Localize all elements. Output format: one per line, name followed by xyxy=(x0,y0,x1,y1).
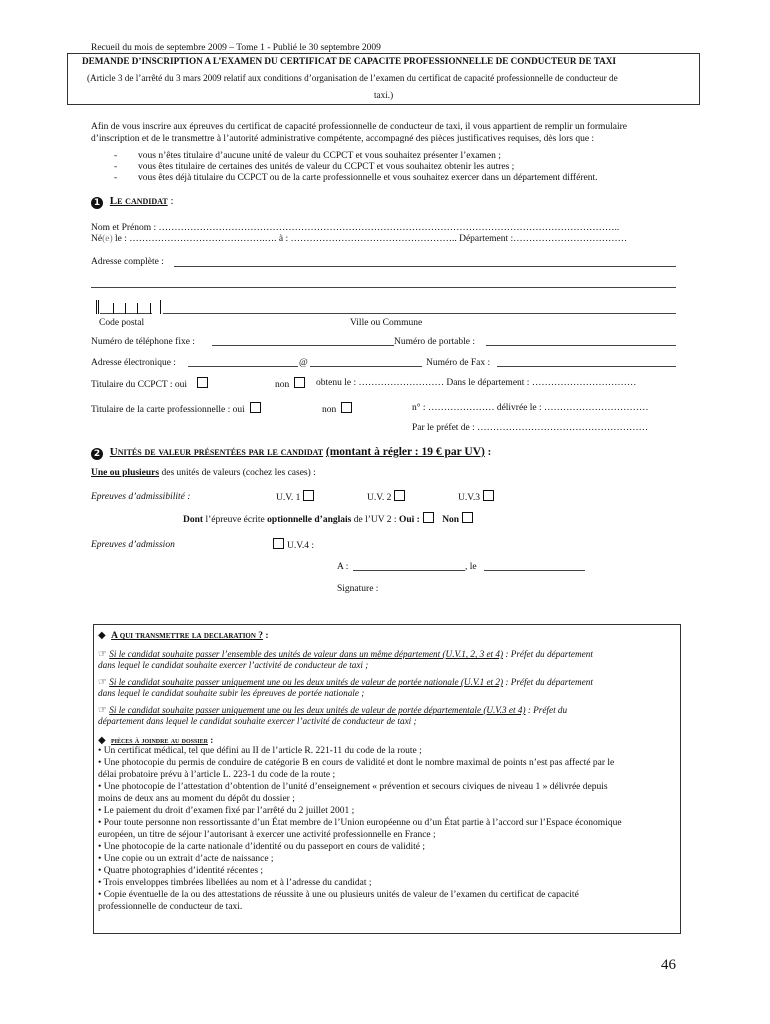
pieces-list xyxy=(98,745,673,913)
diamond-icon: ◆ xyxy=(98,735,106,746)
tel-fixe-label: Numéro de téléphone fixe : xyxy=(91,337,195,347)
hand-pointer-icon: ☞ xyxy=(98,677,107,688)
bullet-dash: - xyxy=(114,162,118,172)
bullet-dash: - xyxy=(114,151,118,161)
transmit-heading: ◆ A qui transmettre la declaration ? : xyxy=(98,630,269,641)
list-item: • Quatre photographies d’identité récentes ; xyxy=(98,866,264,876)
pieces-heading: ◆ pièces à joindre au dossier : xyxy=(98,735,214,746)
uv-instructions: Une ou plusieurs des unités de valeurs (cochez les cases) : xyxy=(91,468,316,478)
section1-heading: 1 Le candidat : xyxy=(91,195,174,209)
list-item: • Une photocopie de l’attestation d’obtention de l’unité d’enseignement « prévention et secours civiques de niveau 1 » délivrée depuis xyxy=(98,782,608,792)
form-subtitle-line1: (Article 3 de l’arrêté du 3 mars 2009 relatif aux conditions d’organisation de l’examen du certificat de capacité professionnelle de conducteur de xyxy=(87,73,618,83)
ccpct-row: Titulaire du CCPCT : oui xyxy=(91,377,208,391)
section-number-icon: 1 xyxy=(91,197,103,209)
ccpct-oui-checkbox[interactable] xyxy=(197,377,208,388)
lieu-field[interactable] xyxy=(353,570,465,571)
transmit-item-1: ☞ Si le candidat souhaite passer l’ensemble des unités de valeur dans un même département (U.V.1, 2, 3 et 4) : Préfet du département xyxy=(98,649,593,660)
carte-row: Titulaire de la carte professionnelle : oui xyxy=(91,402,261,416)
intro-line2: d’inscription et de le transmettre à l’autorité administrative compétente, accompagné des pièces justificatives requises, dès lors que : xyxy=(91,134,595,144)
anglais-oui-checkbox[interactable] xyxy=(423,512,434,523)
ville-label: Ville ou Commune xyxy=(350,318,423,328)
list-item: • Pour toute personne non ressortissante d’un État membre de l’Union européenne ou d’un État partie à l’accord sur l’Espace économique xyxy=(98,818,622,828)
transmit-item-2: ☞ Si le candidat souhaite passer uniquement une ou les deux unités de valeur de portée nationale (U.V.1 et 2) : Préfet du département xyxy=(98,677,593,688)
list-item: • Un certificat médical, tel que défini au II de l’article R. 221-11 du code de la route ; xyxy=(98,746,422,756)
admissibilite-label: Epreuves d’admissibilité : xyxy=(91,492,191,502)
portable-label: Numéro de portable : xyxy=(394,337,475,347)
intro-bullet-2: vous êtes titulaire de certaines des unités de valeur du CCPCT et vous souhaitez obtenir les autres ; xyxy=(138,162,515,172)
nom-prenom-field[interactable]: Nom et Prénom : ……………………………………………………………………………………………………………………………….. xyxy=(91,223,620,233)
adresse-field-2[interactable] xyxy=(91,287,676,288)
intro-bullet-3: vous êtes déjà titulaire du CCPCT ou de la carte professionnelle et vous souhaitez exercer dans un département différent. xyxy=(138,173,598,183)
ccpct-non-checkbox[interactable] xyxy=(294,377,305,388)
recueil-line: Recueil du mois de septembre 2009 – Tome 1 - Publié le 30 septembre 2009 xyxy=(91,43,381,53)
uv4-checkbox[interactable] xyxy=(273,538,284,549)
naissance-field[interactable]: Né(e) le : …………………………………….…. à : …………………………………………….. Département :……………………………… xyxy=(91,234,628,244)
transmit-item-3: ☞ Si le candidat souhaite passer uniquement une ou les deux unités de valeur de portée départementale (U.V.3 et 4) : Préfet du xyxy=(98,705,568,716)
prefet-field[interactable]: Par le préfet de : ……………………………………………… xyxy=(412,423,649,433)
section-number-icon: 2 xyxy=(91,448,103,460)
carte-non-checkbox[interactable] xyxy=(341,402,352,413)
adresse-label: Adresse complète : xyxy=(91,257,164,267)
email-user-field[interactable] xyxy=(188,366,298,367)
hand-pointer-icon: ☞ xyxy=(98,705,107,716)
list-item: • Trois enveloppes timbrées libellées au nom et à l’adresse du candidat ; xyxy=(98,878,372,888)
anglais-non-checkbox[interactable] xyxy=(462,512,473,523)
montant: (montant à régler : 19 € par UV) xyxy=(325,446,485,458)
uv2-checkbox[interactable] xyxy=(394,490,405,501)
list-item: délai probatoire prévu à l’article L. 223-1 du code de la route ; xyxy=(98,770,336,780)
list-item: • Une photocopie du permis de conduire de catégorie B en cours de validité et dont le nombre maximal de points n’est pas affecté par le xyxy=(98,758,615,768)
tel-fixe-field[interactable] xyxy=(212,345,394,346)
form-title: DEMANDE D’INSCRIPTION A L’EXAMEN DU CERTIFICAT DE CAPACITE PROFESSIONNELLE DE CONDUCTEUR DE TAXI xyxy=(82,56,616,66)
fax-label: Numéro de Fax : xyxy=(426,358,491,368)
list-item: • Le paiement du droit d’examen fixé par l’arrêté du 2 juillet 2001 ; xyxy=(98,806,355,816)
email-label: Adresse électronique : xyxy=(91,358,176,368)
page-number: 46 xyxy=(661,957,676,973)
diamond-icon: ◆ xyxy=(98,630,106,641)
section2-heading: 2 Unités de valeur présentées par le candidat (montant à régler : 19 € par UV) : xyxy=(91,446,491,460)
form-subtitle-line2: taxi.) xyxy=(374,90,394,100)
list-item: moins de deux ans au moment du dépôt du dossier ; xyxy=(98,794,295,804)
carte-oui-checkbox[interactable] xyxy=(250,402,261,413)
bullet-dash: - xyxy=(114,173,118,183)
fax-field[interactable] xyxy=(497,366,676,367)
list-item: • Une copie ou un extrait d’acte de naissance ; xyxy=(98,854,274,864)
code-postal-label: Code postal xyxy=(99,318,145,328)
signature-label[interactable]: Signature : xyxy=(337,584,379,594)
ccpct-obtenu-field[interactable]: obtenu le : ……………………… Dans le département : …………………………… xyxy=(316,378,637,388)
hand-pointer-icon: ☞ xyxy=(98,649,107,660)
date-label: , le xyxy=(465,562,477,572)
adresse-field[interactable] xyxy=(174,266,676,267)
list-item: • Copie éventuelle de la ou des attestations de réussite à une ou plusieurs unités de valeur de l’examen du certificat de capacité xyxy=(98,890,579,900)
admission-label: Epreuves d’admission xyxy=(91,540,175,550)
intro-line1: Afin de vous inscrire aux épreuves du certificat de capacité professionnelle de conducteur de taxi, il vous appartient de remplir un formulaire xyxy=(91,122,628,132)
uv3-checkbox[interactable] xyxy=(483,490,494,501)
list-item: • Une photocopie de la carte nationale d’identité ou du passeport en cours de validité ; xyxy=(98,842,426,852)
portable-field[interactable] xyxy=(486,345,676,346)
section1-title: Le candidat xyxy=(109,195,168,207)
anglais-row: Dont l’épreuve écrite optionnelle d’anglais de l’UV 2 : Oui : Non xyxy=(183,512,473,526)
uv1-checkbox[interactable] xyxy=(303,490,314,501)
lieu-label: A : xyxy=(337,562,349,572)
list-item: professionnelle de conducteur de taxi. xyxy=(98,902,243,912)
code-postal-field[interactable] xyxy=(100,313,152,314)
date-field[interactable] xyxy=(484,570,585,571)
email-at: @ xyxy=(299,358,308,368)
email-domain-field[interactable] xyxy=(310,366,422,367)
carte-numero-field[interactable]: n° : ………………… délivrée le : …………………………… xyxy=(412,403,649,413)
section2-title: Unités de valeur présentées par le candidat xyxy=(109,446,324,458)
list-item: européen, un titre de séjour l’autorisant à exercer une activité professionnelle en France ; xyxy=(98,830,436,840)
ville-field[interactable] xyxy=(163,313,676,314)
intro-bullet-1: vous n’êtes titulaire d’aucune unité de valeur du CCPCT et vous souhaitez présenter l’examen ; xyxy=(138,151,501,161)
